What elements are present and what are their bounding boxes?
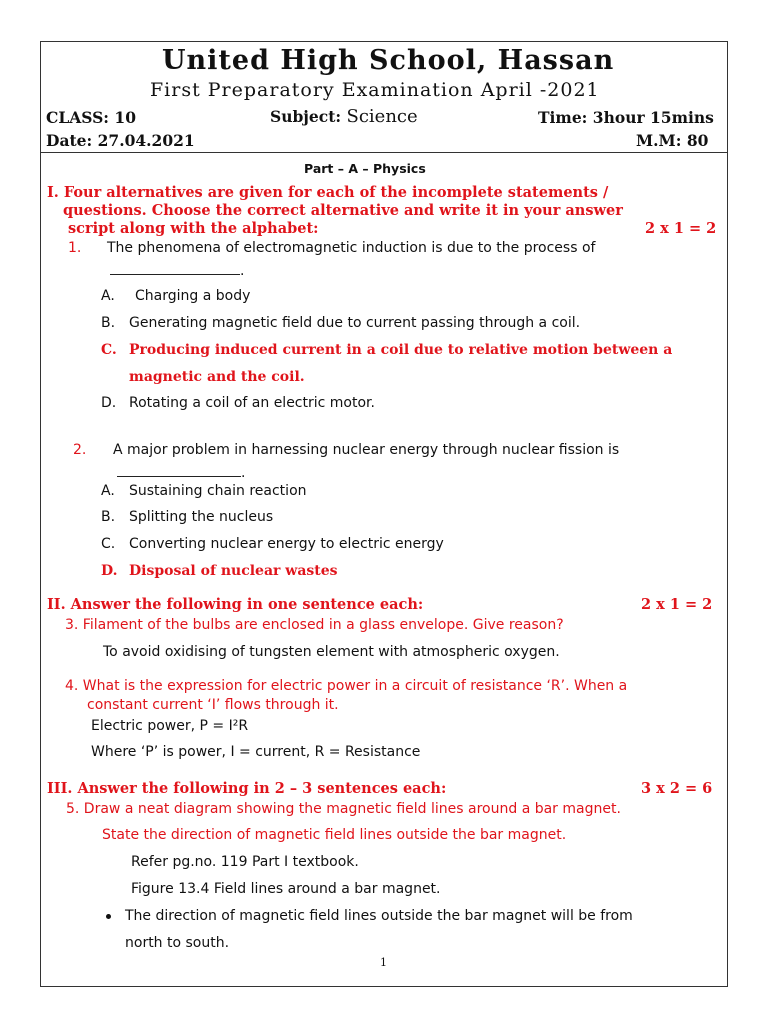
q1-option-a xyxy=(101,288,251,304)
q1-option-d-label: D. xyxy=(101,395,117,411)
q4-line2: constant current ‘I’ flows through it. xyxy=(87,697,339,713)
q1-option-b-label: B. xyxy=(101,315,116,331)
section2-title: II. Answer the following in one sentence each: xyxy=(47,596,424,613)
q2-option-a-text: Sustaining chain reaction xyxy=(129,483,307,499)
q1-blank xyxy=(110,260,240,275)
q2-blank-line xyxy=(117,462,245,481)
q3-text: 3. Filament of the bulbs are enclosed in a glass envelope. Give reason? xyxy=(65,617,564,633)
q5-answer2: Figure 13.4 Field lines around a bar magnet. xyxy=(131,881,441,897)
q2-blank xyxy=(117,462,241,477)
section3-marks: 3 x 2 = 6 xyxy=(641,780,713,797)
q5-line2: State the direction of magnetic field lines outside the bar magnet. xyxy=(102,827,567,843)
q2-option-b-label: B. xyxy=(101,509,116,525)
q3-answer: To avoid oxidising of tungsten element with atmospheric oxygen. xyxy=(103,644,560,660)
q5-bullet-line2: north to south. xyxy=(125,935,230,951)
q2-number: 2. xyxy=(73,442,87,458)
header-divider xyxy=(40,152,728,153)
section1-marks: 2 x 1 = 2 xyxy=(645,220,717,237)
q2-option-c-label: C. xyxy=(101,536,116,552)
date-label: Date: 27.04.2021 xyxy=(46,131,195,150)
q2-option-d xyxy=(101,563,338,579)
page-number: 1 xyxy=(380,956,387,969)
subject-line xyxy=(270,106,418,127)
q4-answer1: Electric power, P = I²R xyxy=(91,718,249,734)
q1-tail: . xyxy=(240,263,245,279)
q5-bullet-line1: The direction of magnetic field lines outside the bar magnet will be from xyxy=(125,908,633,924)
section1-line2: questions. Choose the correct alternative and write it in your answer xyxy=(63,202,623,219)
q5-line1: 5. Draw a neat diagram showing the magnetic field lines around a bar magnet. xyxy=(66,801,621,817)
q2-option-d-text: Disposal of nuclear wastes xyxy=(129,563,338,579)
q1-option-d xyxy=(101,395,375,411)
class-label: CLASS: 10 xyxy=(46,108,136,127)
q2-option-d-label: D. xyxy=(101,563,118,579)
q2-option-a-label: A. xyxy=(101,483,115,499)
bullet-icon xyxy=(106,914,111,919)
subject-prefix: Subject: xyxy=(270,107,347,126)
time-label: Time: 3hour 15mins xyxy=(538,108,714,127)
q4-answer2: Where ‘P’ is power, I = current, R = Resistance xyxy=(91,744,421,760)
school-name: United High School, Hassan xyxy=(162,45,615,76)
q1-option-a-text: Charging a body xyxy=(135,288,251,304)
q2-option-c xyxy=(101,536,444,552)
subject-value: Science xyxy=(346,106,418,127)
q1-text: The phenomena of electromagnetic induction is due to the process of xyxy=(107,240,596,256)
q4-line1: 4. What is the expression for electric power in a circuit of resistance ‘R’. When a xyxy=(65,678,628,694)
q2-text: A major problem in harnessing nuclear energy through nuclear fission is xyxy=(113,442,620,458)
q1-option-d-text: Rotating a coil of an electric motor. xyxy=(129,395,375,411)
q2-option-b xyxy=(101,509,274,525)
q5-answer1: Refer pg.no. 119 Part I textbook. xyxy=(131,854,359,870)
exam-title: First Preparatory Examination April -2021 xyxy=(150,79,600,101)
q2-option-a xyxy=(101,483,307,499)
part-title: Part – A – Physics xyxy=(304,161,426,176)
max-marks-label: M.M: 80 xyxy=(636,131,709,150)
q1-option-b xyxy=(101,315,581,331)
section2-marks: 2 x 1 = 2 xyxy=(641,596,713,613)
q1-number: 1. xyxy=(68,240,82,256)
section3-title: III. Answer the following in 2 – 3 sentences each: xyxy=(47,780,447,797)
q1-option-c-text: Producing induced current in a coil due to relative motion between a xyxy=(129,342,673,358)
q1-option-a-label: A. xyxy=(101,288,115,304)
section1-line3: script along with the alphabet: xyxy=(68,220,319,237)
q1-blank-line xyxy=(110,260,244,279)
q1-option-b-text: Generating magnetic field due to current passing through a coil. xyxy=(129,315,581,331)
q1-option-c xyxy=(101,342,673,358)
q1-option-c-continued: magnetic and the coil. xyxy=(129,369,305,385)
q2-option-c-text: Converting nuclear energy to electric energy xyxy=(129,536,444,552)
q2-option-b-text: Splitting the nucleus xyxy=(129,509,274,525)
section1-line1: I. Four alternatives are given for each of the incomplete statements / xyxy=(47,184,609,201)
q2-tail: . xyxy=(241,465,246,481)
q1-option-c-label: C. xyxy=(101,342,117,358)
